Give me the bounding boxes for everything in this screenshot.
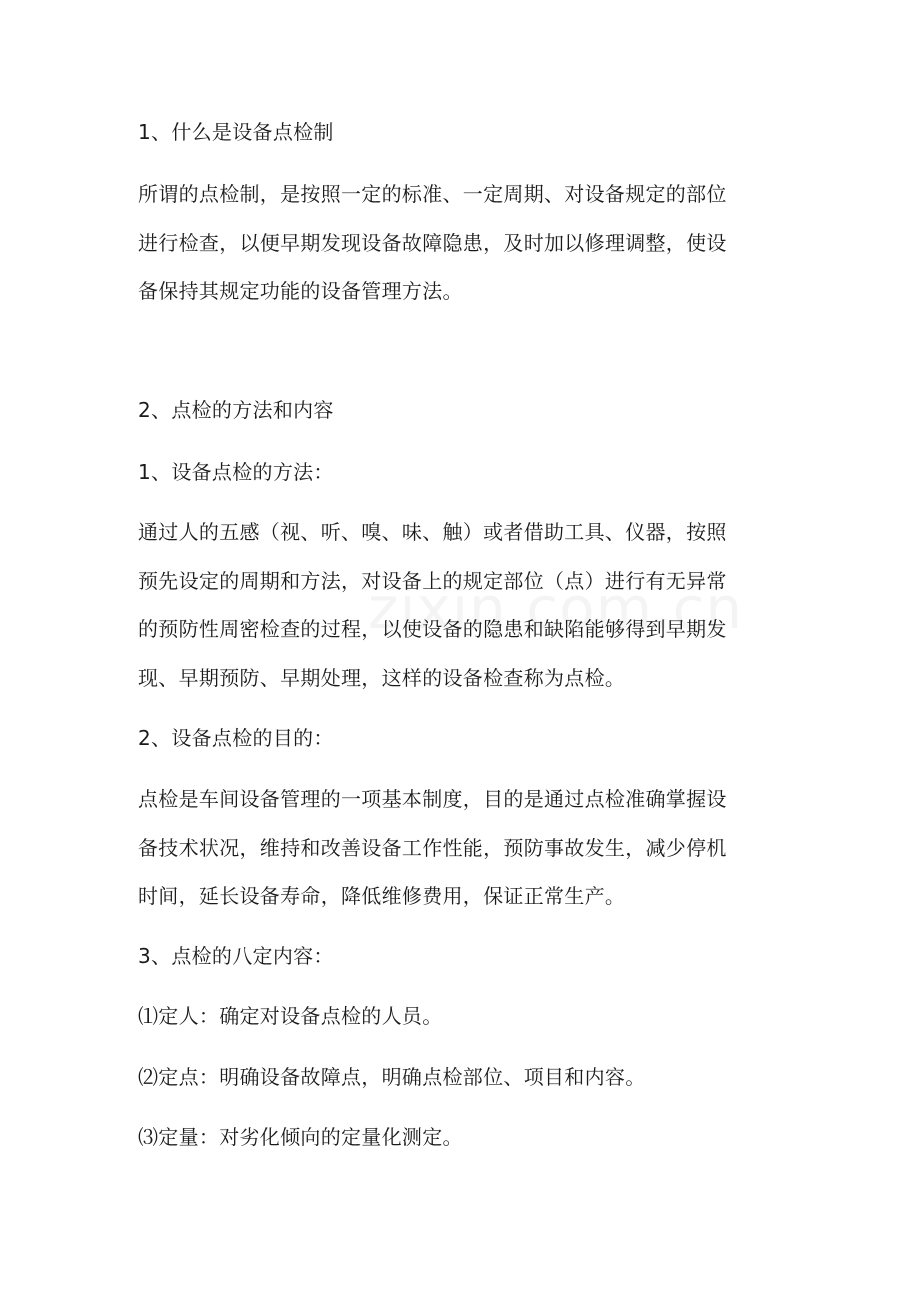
- list-item-person: [138, 992, 778, 1041]
- paragraph-method: [138, 508, 778, 702]
- section-heading-1: [138, 108, 778, 157]
- paragraph-purpose: [138, 775, 778, 921]
- paragraph-line: 预先设定的周期和方法，对设备上的规定部位（点）进行有无异常: [138, 568, 727, 593]
- paragraph-line: 备技术状况，维持和改善设备工作性能，预防事故发生，减少停机: [138, 835, 727, 860]
- subheading-eight-items: [138, 932, 778, 981]
- paragraph-line: 进行检查，以便早期发现设备故障隐患，及时加以修理调整，使设: [138, 230, 727, 255]
- subheading-method: [138, 448, 778, 497]
- paragraph-line: 的预防性周密检查的过程，以使设备的隐患和缺陷能够得到早期发: [138, 617, 727, 641]
- paragraph-line: 现、早期预防、早期处理，这样的设备检查称为点检。: [138, 665, 626, 690]
- list-item-quantity: [138, 1113, 778, 1162]
- heading-line: 3、点检的八定内容：: [138, 944, 334, 968]
- paragraph-line: 所谓的点检制，是按照一定的标准、一定周期、对设备规定的部位: [138, 182, 727, 206]
- list-item-line: ⑴定人：确定对设备点检的人员。: [138, 1004, 443, 1028]
- paragraph-line: 备保持其规定功能的设备管理方法。: [138, 279, 463, 303]
- heading-line: 1、什么是设备点检制: [138, 120, 334, 144]
- list-item-line: ⑵定点：明确设备故障点，明确点检部位、项目和内容。: [138, 1065, 646, 1089]
- paragraph-definition: [138, 170, 778, 316]
- paragraph-line: 通过人的五感（视、听、嗅、味、触）或者借助工具、仪器，按照: [138, 520, 727, 544]
- section-heading-2: [138, 386, 778, 435]
- paragraph-line: 点检是车间设备管理的一项基本制度，目的是通过点检准确掌握设: [138, 787, 727, 811]
- heading-line: 2、点检的方法和内容: [138, 398, 334, 422]
- list-item-point: [138, 1053, 778, 1102]
- heading-line: 1、设备点检的方法：: [138, 460, 334, 484]
- list-item-line: ⑶定量：对劣化倾向的定量化测定。: [138, 1125, 463, 1149]
- paragraph-line: 时间，延长设备寿命，降低维修费用，保证正常生产。: [138, 884, 626, 908]
- subheading-purpose: [138, 714, 778, 763]
- heading-line: 2、设备点检的目的：: [138, 726, 334, 750]
